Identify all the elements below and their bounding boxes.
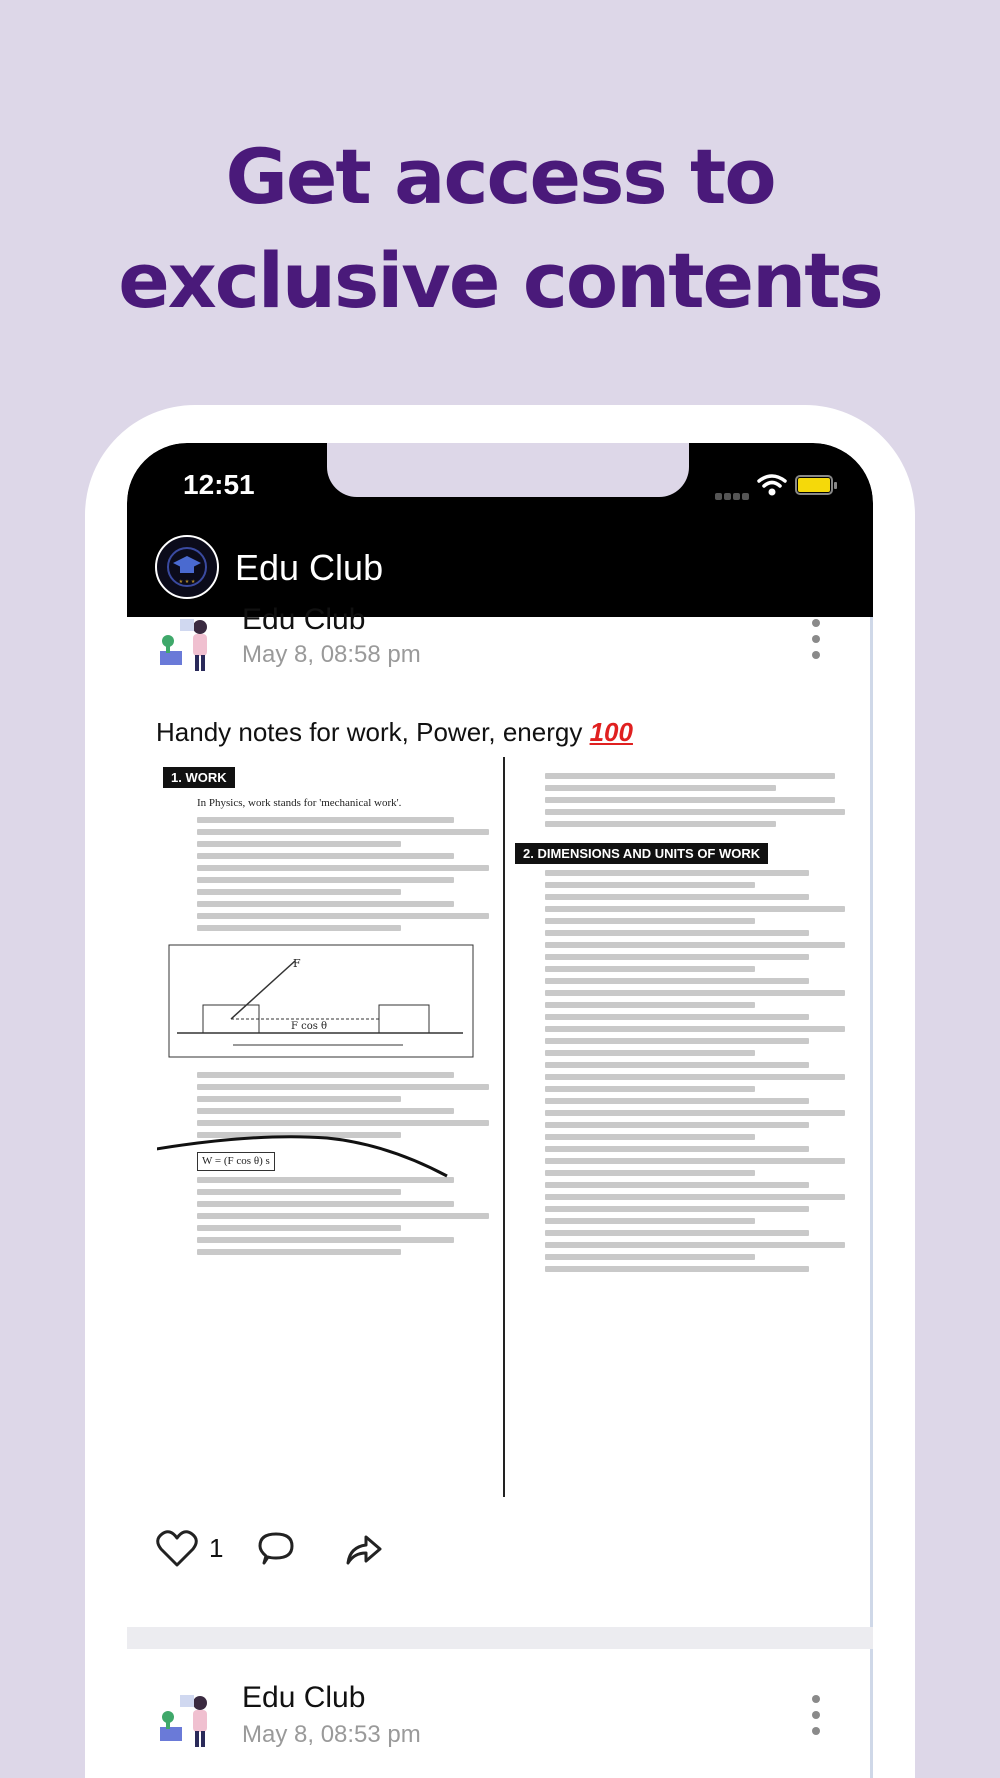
more-options-icon[interactable] [806, 619, 826, 659]
headline-line-2: exclusive contents [118, 236, 882, 325]
doc-right-column [515, 767, 845, 1278]
app-title: Edu Club [235, 547, 384, 588]
post-timestamp: May 8, 08:53 pm [242, 1721, 421, 1748]
handwritten-stroke [157, 1132, 467, 1182]
share-icon[interactable] [344, 1529, 384, 1574]
post-caption: Handy notes for work, Power, energy [156, 717, 583, 747]
doc-left-column [163, 767, 489, 1261]
doc-heading-work: 1. WORK [163, 767, 235, 788]
phone-notch [327, 443, 689, 497]
author-avatar[interactable] [156, 1687, 220, 1751]
svg-text:F: F [293, 957, 301, 970]
hundred-points-icon: 100 [589, 717, 633, 747]
headline-line-1: Get access to [225, 132, 775, 221]
doc-formula: W = (F cos θ) s [197, 1152, 275, 1171]
wifi-icon [757, 473, 787, 502]
status-time: 12:51 [183, 469, 255, 500]
doc-figure [163, 943, 479, 1061]
post-timestamp: May 8, 08:58 pm [242, 641, 421, 668]
battery-icon [795, 475, 833, 495]
doc-intro: In Physics, work stands for 'mechanical work'. [197, 797, 402, 809]
post-separator [127, 1627, 873, 1649]
post-author[interactable]: Edu Club [242, 603, 366, 636]
phone-screen [127, 443, 873, 1778]
comment-icon[interactable] [256, 1529, 296, 1574]
like-count: 1 [209, 1533, 224, 1563]
signal-icon [715, 487, 751, 505]
doc-heading-dimensions: 2. DIMENSIONS AND UNITS OF WORK [515, 843, 768, 864]
svg-text:★ ★ ★: ★ ★ ★ [178, 579, 196, 585]
promo-headline [0, 125, 1000, 333]
post-actions [127, 1517, 873, 1587]
more-options-icon[interactable] [806, 1695, 826, 1735]
post-author[interactable]: Edu Club [242, 1681, 366, 1714]
author-avatar[interactable] [156, 611, 220, 675]
post-document-image[interactable] [157, 757, 853, 1497]
feed [127, 603, 873, 1778]
heart-icon[interactable] [156, 1529, 198, 1574]
svg-text:F cos θ: F cos θ [291, 1021, 328, 1032]
post-text [156, 717, 633, 748]
app-logo[interactable] [155, 535, 219, 599]
